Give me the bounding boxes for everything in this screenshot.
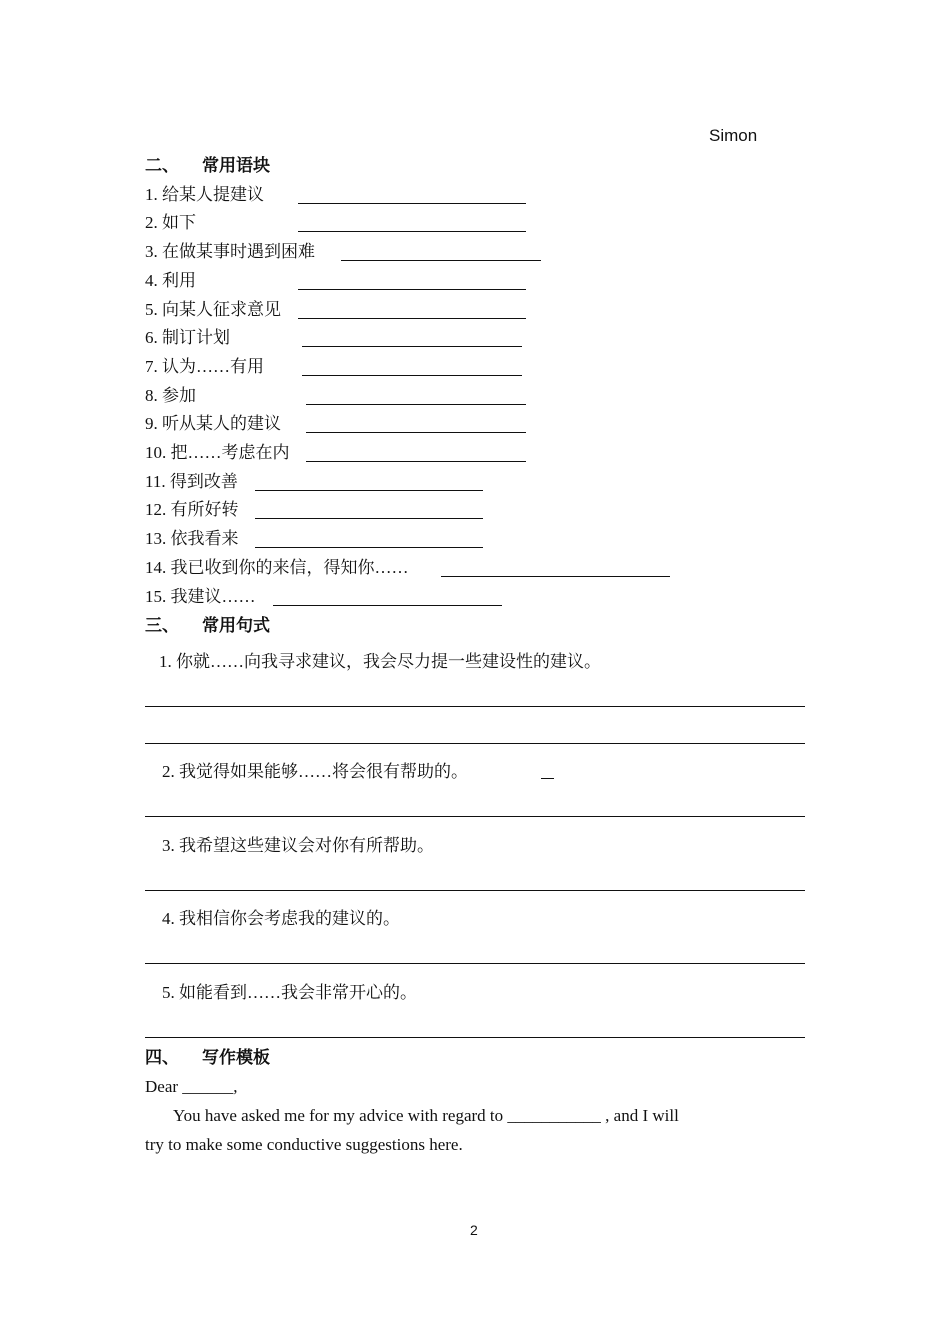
phrase-item-15: 15. 我建议…… [145, 587, 256, 606]
phrase-item-8: 8. 参加 [145, 386, 196, 405]
phrase-blank-7[interactable] [302, 360, 522, 381]
phrase-blank-1[interactable] [298, 188, 526, 209]
phrase-blank-14[interactable] [441, 561, 670, 582]
section3-title: 常用句式 [202, 616, 270, 635]
letter-line-1: You have asked me for my advice with regard to ___________ , and I will [173, 1106, 679, 1125]
phrase-blank-10[interactable] [306, 446, 526, 467]
phrase-blank-13[interactable] [255, 532, 483, 553]
sentence-item-5: 5. 如能看到……我会非常开心的。 [162, 983, 417, 1002]
phrase-blank-15[interactable] [273, 590, 502, 611]
answer-line-2[interactable] [145, 816, 805, 817]
short-blank-mark [541, 763, 554, 784]
letter-greeting: Dear ______, [145, 1077, 238, 1096]
section2-number: 二、 [145, 156, 179, 175]
page-number: 2 [470, 1222, 478, 1238]
sentence-item-2: 2. 我觉得如果能够……将会很有帮助的。 [162, 762, 468, 781]
answer-line-3[interactable] [145, 890, 805, 891]
phrase-item-4: 4. 利用 [145, 271, 196, 290]
sentence-item-4: 4. 我相信你会考虑我的建议的。 [162, 909, 400, 928]
phrase-blank-4[interactable] [298, 274, 526, 295]
phrase-blank-12[interactable] [255, 503, 483, 524]
phrase-blank-9[interactable] [306, 417, 526, 438]
phrase-item-6: 6. 制订计划 [145, 328, 230, 347]
phrase-item-2: 2. 如下 [145, 213, 196, 232]
phrase-item-14: 14. 我已收到你的来信，得知你…… [145, 558, 409, 577]
phrase-item-7: 7. 认为……有用 [145, 357, 264, 376]
phrase-blank-11[interactable] [255, 475, 483, 496]
phrase-blank-5[interactable] [298, 303, 526, 324]
phrase-item-5: 5. 向某人征求意见 [145, 300, 281, 319]
answer-line-4[interactable] [145, 963, 805, 964]
phrase-blank-8[interactable] [306, 389, 526, 410]
section4-title: 写作模板 [202, 1048, 270, 1067]
phrase-blank-6[interactable] [302, 331, 522, 352]
phrase-item-3: 3. 在做某事时遇到困难 [145, 242, 315, 261]
phrase-item-12: 12. 有所好转 [145, 500, 239, 519]
phrase-item-11: 11. 得到改善 [145, 472, 238, 491]
answer-line-5[interactable] [145, 1037, 805, 1038]
answer-line-1b[interactable] [145, 743, 805, 744]
section3-number: 三、 [145, 616, 179, 635]
sentence-item-1: 1. 你就……向我寻求建议，我会尽力提一些建设性的建议。 [159, 652, 601, 671]
sentence-item-3: 3. 我希望这些建议会对你有所帮助。 [162, 836, 434, 855]
phrase-item-13: 13. 依我看来 [145, 529, 239, 548]
phrase-item-1: 1. 给某人提建议 [145, 185, 264, 204]
phrase-blank-3[interactable] [341, 245, 541, 266]
section2-title: 常用语块 [202, 156, 270, 175]
author-name: Simon [709, 126, 758, 145]
phrase-item-9: 9. 听从某人的建议 [145, 414, 281, 433]
answer-line-1a[interactable] [145, 706, 805, 707]
section4-number: 四、 [145, 1048, 179, 1067]
letter-line-2: try to make some conductive suggestions here. [145, 1135, 463, 1154]
phrase-item-10: 10. 把……考虑在内 [145, 443, 290, 462]
phrase-blank-2[interactable] [298, 216, 526, 237]
